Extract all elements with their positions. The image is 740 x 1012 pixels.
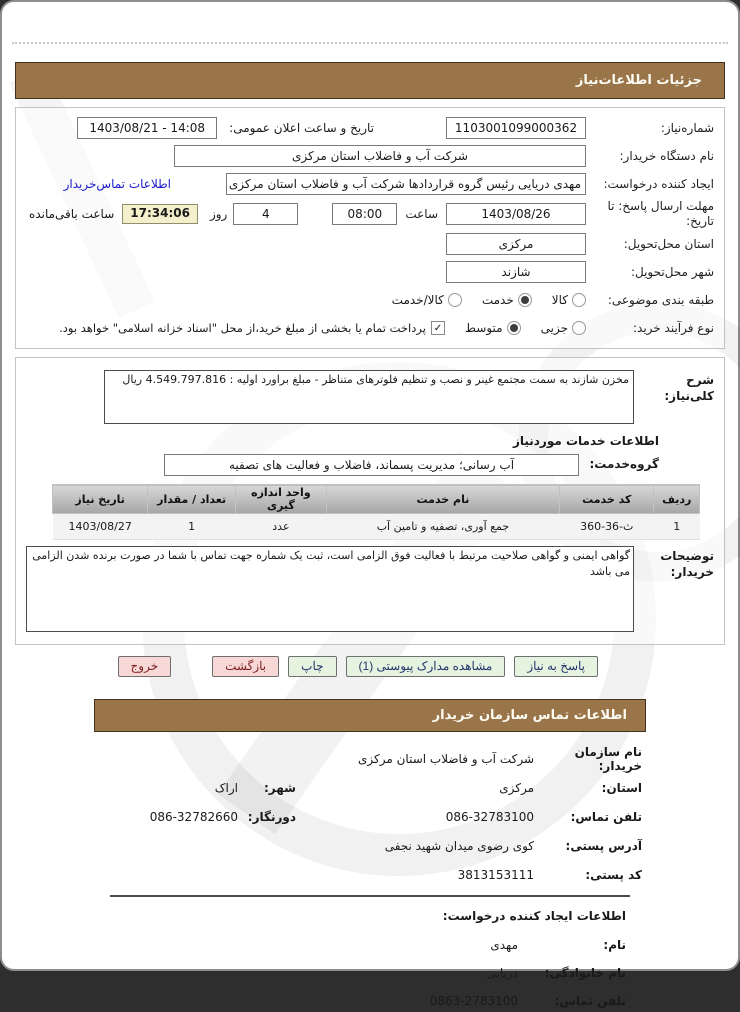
exit-button[interactable]: خروج (118, 656, 172, 677)
cell-need-date: 1403/08/27 (53, 514, 148, 540)
request-creator-label: ایجاد کننده درخواست: (603, 176, 714, 191)
delivery-city-field[interactable]: شازند (446, 261, 586, 283)
subject-category-label: طبقه بندی موضوعی: (607, 292, 714, 307)
row-buyer-notes (26, 546, 714, 632)
treasury-checkbox-option[interactable] (59, 321, 445, 335)
buyer-name-label: نام دستگاه خریدار: (619, 148, 714, 163)
postal-code-label: کد پستی: (585, 867, 642, 882)
first-name-label: نام: (603, 937, 626, 952)
contact-fax-label: دورنگار: (247, 809, 296, 824)
org-name-label: نام سازمان خریدار: (574, 744, 642, 773)
creator-phone-value: 0863-2783100 (429, 993, 518, 1008)
row-purchase-process (26, 314, 714, 342)
row-creator-phone (114, 989, 626, 1012)
postal-address-value: کوی رضوی میدان شهید نجفی (384, 838, 534, 853)
announce-datetime-label: تاریخ و ساعت اعلان عمومی: (229, 121, 374, 135)
postal-address-label: آدرس پستی: (565, 838, 642, 853)
buyer-contact-heading: اطلاعات تماس سازمان خریدار (432, 708, 627, 723)
deadline-time-field[interactable]: 08:00 (332, 203, 397, 225)
view-attachments-button[interactable]: مشاهده مدارک پیوستی (1) (346, 656, 506, 677)
radio-option-goods[interactable] (552, 293, 586, 307)
col-header-row-number: ردیف (654, 485, 700, 514)
row-need-description (26, 370, 714, 424)
buyer-contact-section (2, 732, 738, 889)
treasury-checkbox-checked[interactable]: ✓ (431, 321, 445, 335)
radio-label-service: خدمت (481, 293, 514, 307)
cell-service-name: جمع آوری، تصفیه و تامین آب (326, 514, 559, 540)
row-request-creator (26, 170, 714, 198)
service-group-label: گروه‌خدمت: (589, 457, 659, 471)
first-name-value: مهدی (490, 937, 518, 952)
row-province-city (98, 773, 642, 802)
radio-label-medium: متوسط (464, 321, 503, 335)
col-header-service-code: کد خدمت (560, 485, 654, 514)
row-org-name (98, 744, 642, 773)
cell-service-code: ث-36-360 (560, 514, 654, 540)
col-header-need-date: تاریخ نیاز (53, 485, 148, 514)
delivery-province-field[interactable]: مرکزی (446, 233, 586, 255)
section-header-need-details (15, 62, 725, 99)
need-services-box (15, 357, 725, 645)
row-delivery-city (26, 258, 714, 286)
need-description-field[interactable]: مخزن شازند به سمت مجتمع غینر و نصب و تنظیم فلوترهای متناظر - مبلغ براورد اولیه : 4.549.797.816 ریال (104, 370, 634, 424)
cell-quantity: 1 (148, 514, 236, 540)
radio-option-partial[interactable] (541, 321, 586, 335)
remaining-days-field[interactable]: 4 (233, 203, 298, 225)
response-deadline-label: مهلت ارسال پاسخ: تا تاریخ: (607, 199, 714, 228)
respond-to-need-button[interactable]: پاسخ به نیاز (514, 656, 598, 677)
buyer-notes-label: توضیحات خریدار: (660, 549, 714, 579)
purchase-process-label: نوع فرآیند خرید: (633, 320, 714, 335)
request-creator-heading: اطلاعات ایجاد کننده درخواست: (442, 909, 626, 923)
row-phone-fax (98, 802, 642, 831)
need-general-info-box (15, 107, 725, 349)
row-postal-code (98, 860, 642, 889)
contact-city-value: اراک (214, 780, 238, 795)
announce-datetime-field[interactable]: 1403/08/21 - 14:08 (77, 117, 217, 139)
services-table-header-row (53, 485, 700, 514)
countdown-label: ساعت باقی‌مانده (29, 207, 115, 221)
delivery-province-label: استان محل‌تحویل: (623, 236, 714, 251)
days-label: روز (209, 207, 228, 221)
row-buyer-name (26, 142, 714, 170)
deadline-hour-label: ساعت (405, 207, 438, 221)
creator-phone-label: تلفن تماس: (554, 993, 626, 1008)
buyer-notes-field[interactable]: گواهی ایمنی و گواهی صلاحیت مرتبط با فعالیت فوق الزامی است، ثبت یک شماره جهت تماس با شما در صورت برنده شدن الزامی می باشد (26, 546, 634, 632)
services-section-heading: اطلاعات خدمات موردنیاز (512, 434, 659, 448)
contact-province-value: مرکزی (499, 780, 534, 795)
radio-icon-service-selected[interactable] (518, 293, 532, 307)
radio-option-medium[interactable] (465, 321, 521, 335)
col-header-service-name: نام خدمت (326, 485, 559, 514)
radio-label-partial: جزیی (540, 321, 568, 335)
action-buttons-row (2, 656, 738, 677)
contact-phone-value: 086-32783100 (445, 809, 534, 824)
row-subject-category (26, 286, 714, 314)
row-delivery-province (26, 230, 714, 258)
postal-code-value: 3813153111 (457, 867, 534, 882)
radio-icon-goods[interactable] (572, 293, 586, 307)
section-header-buyer-contact (94, 699, 646, 732)
need-description-label: شرح کلی‌نیاز: (664, 373, 714, 403)
row-last-name (114, 961, 626, 984)
radio-icon-medium-selected[interactable] (507, 321, 521, 335)
last-name-label: نام خانوادگی: (544, 965, 626, 980)
radio-label-goods: کالا (551, 293, 568, 307)
row-first-name (114, 933, 626, 956)
row-service-group (26, 454, 659, 476)
contact-phone-label: تلفن تماس: (570, 809, 642, 824)
radio-icon-partial[interactable] (572, 321, 586, 335)
request-creator-field[interactable]: مهدی دریایی رئیس گروه قراردادها شرکت آب و فاضلاب استان مرکزی (226, 173, 586, 195)
services-table (52, 484, 700, 540)
service-group-field[interactable]: آب رسانی؛ مدیریت پسماند، فاضلاب و فعالیت های تصفیه (164, 454, 579, 476)
delivery-city-label: شهر محل‌تحویل: (630, 264, 714, 279)
contact-city-label: شهر: (264, 780, 296, 795)
row-postal-address (98, 831, 642, 860)
print-button[interactable]: چاپ (288, 656, 336, 677)
radio-label-goods-service: کالا/خدمت (391, 293, 444, 307)
last-name-value: دریایی (486, 965, 518, 980)
back-button[interactable]: بازگشت (212, 656, 279, 677)
radio-icon-goods-service[interactable] (448, 293, 462, 307)
radio-option-service[interactable] (482, 293, 532, 307)
top-dotted-separator (12, 42, 728, 44)
need-number-label: شماره‌نیاز: (660, 120, 714, 135)
col-header-unit: واحد اندازه گیری (235, 485, 326, 514)
col-header-quantity: تعداد / مقدار (148, 485, 236, 514)
row-response-deadline (26, 198, 714, 230)
cell-row-number: 1 (654, 514, 700, 540)
buyer-name-field[interactable]: شرکت آب و فاضلاب استان مرکزی (174, 145, 586, 167)
request-creator-section (2, 897, 738, 1012)
need-number-field[interactable]: 1103001099000362 (446, 117, 586, 139)
table-row[interactable] (53, 514, 700, 540)
treasury-checkbox-label: پرداخت تمام یا بخشی از مبلغ خرید،از محل "اسناد خزانه اسلامی" خواهد بود. (59, 321, 426, 335)
row-need-number (26, 114, 714, 142)
deadline-date-field[interactable]: 1403/08/26 (446, 203, 586, 225)
page-title: جزئیات اطلاعات‌نیاز (575, 73, 702, 88)
cell-unit: عدد (235, 514, 326, 540)
contact-province-label: استان: (601, 780, 642, 795)
countdown-timer: 17:34:06 (122, 204, 198, 224)
org-name-value: شرکت آب و فاضلاب استان مرکزی (358, 751, 534, 766)
contact-fax-value: 086-32782660 (149, 809, 238, 824)
radio-option-goods-service[interactable] (392, 293, 462, 307)
buyer-contact-link[interactable]: اطلاعات تماس‌خریدار (63, 177, 171, 191)
